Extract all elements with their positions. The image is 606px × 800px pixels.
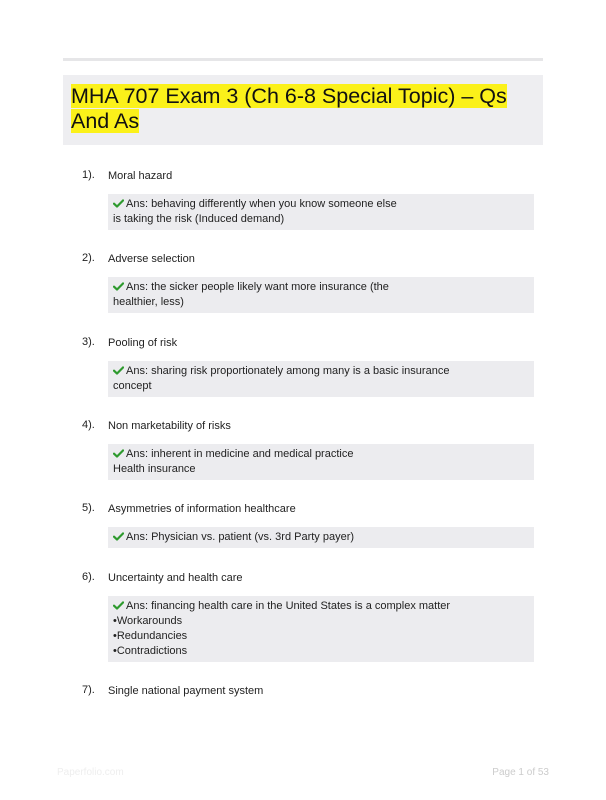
answer-text: Ans: Physician vs. patient (vs. 3rd Party payer)	[126, 531, 355, 543]
question-text: Uncertainty and health care	[108, 572, 243, 584]
check-icon	[113, 282, 124, 291]
question-number: 1).	[82, 169, 95, 181]
title-banner	[63, 75, 543, 145]
answer-text: concept	[113, 380, 152, 392]
answer-line	[113, 212, 528, 227]
answer-text: •Workarounds	[113, 615, 183, 627]
question-text: Asymmetries of information healthcare	[108, 503, 296, 515]
check-icon	[113, 449, 124, 458]
answer-line	[113, 447, 528, 462]
answer-line	[113, 530, 528, 545]
question-text: Moral hazard	[108, 170, 173, 182]
page-number: Page 1 of 53	[492, 767, 549, 778]
answer-line	[113, 599, 528, 614]
question-number: 5).	[82, 502, 95, 514]
check-icon	[113, 199, 124, 208]
answer-box	[108, 444, 534, 480]
answer-text: healthier, less)	[113, 296, 184, 308]
question-text: Adverse selection	[108, 253, 195, 265]
answer-line	[113, 644, 528, 659]
answer-text: Health insurance	[113, 463, 196, 475]
question-text: Pooling of risk	[108, 337, 178, 349]
answer-text: Ans: behaving differently when you know someone else	[126, 198, 397, 210]
answer-text: Ans: financing health care in the United States is a complex matter	[126, 600, 451, 612]
answer-text: is taking the risk (Induced demand)	[113, 213, 285, 225]
check-icon	[113, 601, 124, 610]
question-text: Single national payment system	[108, 685, 264, 697]
answer-text: •Redundancies	[113, 630, 188, 642]
answer-line	[113, 295, 528, 310]
answer-box	[108, 596, 534, 662]
answer-line	[113, 379, 528, 394]
question-number: 3).	[82, 336, 95, 348]
answer-line	[113, 280, 528, 295]
footer-watermark: Paperfolio.com	[57, 767, 124, 778]
answer-line	[113, 462, 528, 477]
answer-text: Ans: sharing risk proportionately among many is a basic insurance	[126, 365, 450, 377]
question-number: 7).	[82, 684, 95, 696]
answer-text: Ans: the sicker people likely want more insurance (the	[126, 281, 389, 293]
answer-line	[113, 629, 528, 644]
page-title-text: MHA 707 Exam 3 (Ch 6-8 Special Topic) – Qs And As	[71, 84, 507, 133]
answer-text: •Contradictions	[113, 645, 188, 657]
answer-line	[113, 364, 528, 379]
answer-text: Ans: inherent in medicine and medical practice	[126, 448, 354, 460]
question-text: Non marketability of risks	[108, 420, 231, 432]
answer-box	[108, 361, 534, 397]
page-title	[71, 84, 533, 134]
question-number: 4).	[82, 419, 95, 431]
answer-line	[113, 614, 528, 629]
check-icon	[113, 366, 124, 375]
answer-box	[108, 194, 534, 230]
answer-box	[108, 527, 534, 548]
check-icon	[113, 532, 124, 541]
question-number: 6).	[82, 571, 95, 583]
answer-box	[108, 277, 534, 313]
question-number: 2).	[82, 252, 95, 264]
answer-line	[113, 197, 528, 212]
top-divider	[63, 58, 543, 61]
